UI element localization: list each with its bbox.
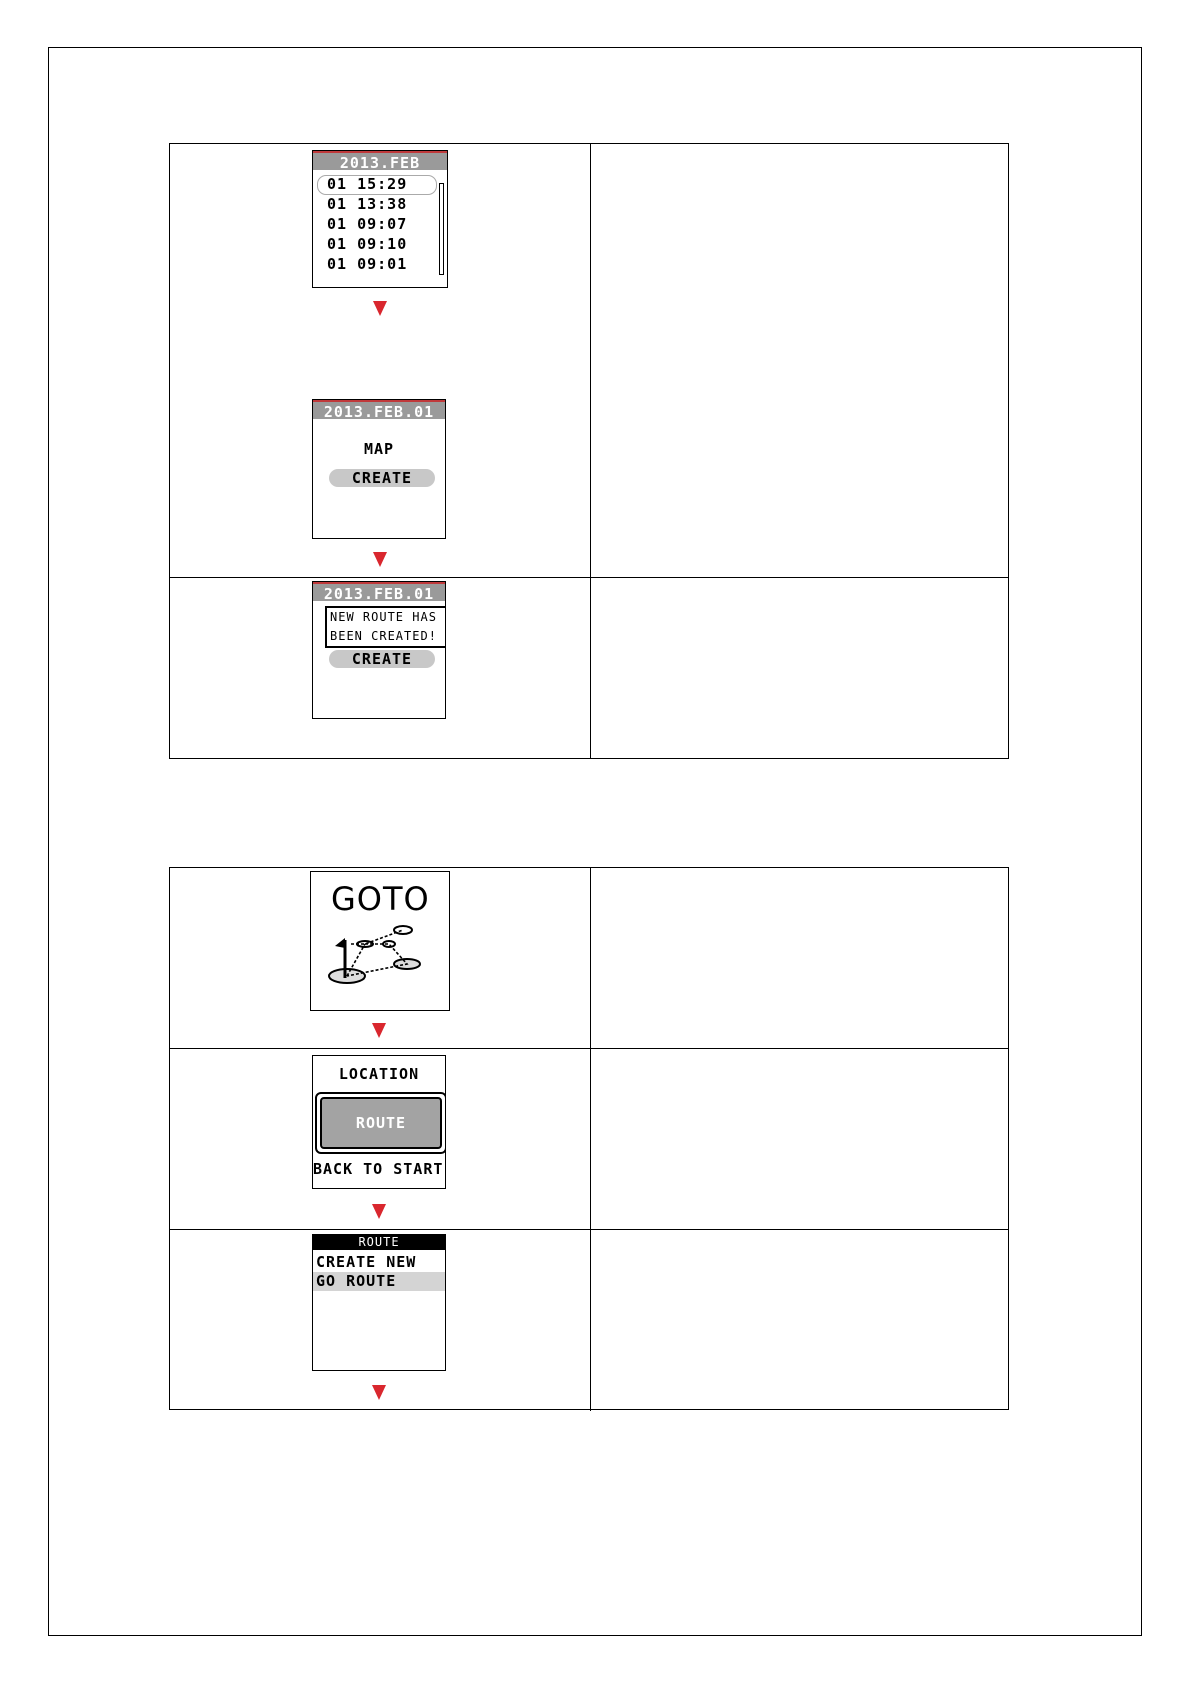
screen-header: ROUTE bbox=[313, 1235, 445, 1250]
screen-header: 2013.FEB.01 bbox=[313, 400, 445, 419]
column-divider bbox=[590, 1049, 591, 1229]
down-arrow-icon bbox=[372, 1023, 386, 1038]
screen-header: 2013.FEB bbox=[313, 151, 447, 170]
menu-item-route-label: ROUTE bbox=[320, 1097, 442, 1149]
log-row[interactable]: 01 09:07 bbox=[327, 215, 408, 233]
column-divider bbox=[590, 1230, 591, 1411]
column-divider bbox=[590, 144, 591, 577]
down-arrow-icon bbox=[372, 1204, 386, 1219]
screen-title: GOTO bbox=[331, 880, 430, 918]
menu-item-create[interactable]: CREATE bbox=[329, 650, 435, 668]
log-row[interactable]: 01 13:38 bbox=[327, 195, 408, 213]
table-1-row-1 bbox=[170, 144, 1008, 578]
device-screen-location-menu bbox=[312, 1055, 446, 1189]
menu-item-back-to-start[interactable]: BACK TO START bbox=[313, 1160, 444, 1178]
log-row[interactable]: 01 09:10 bbox=[327, 235, 408, 253]
column-divider bbox=[590, 868, 591, 1048]
log-row[interactable]: 01 09:01 bbox=[327, 255, 408, 273]
table-2 bbox=[169, 867, 1009, 1410]
confirmation-dialog bbox=[325, 606, 446, 648]
device-screen-route-created bbox=[312, 581, 446, 719]
scrollbar[interactable] bbox=[439, 183, 444, 275]
table-2-row-1 bbox=[170, 868, 1008, 1049]
menu-item-map[interactable]: MAP bbox=[363, 440, 395, 458]
column-divider bbox=[590, 578, 591, 758]
down-arrow-icon bbox=[372, 1385, 386, 1400]
device-screen-goto bbox=[310, 871, 450, 1011]
device-screen-log-list bbox=[312, 150, 448, 288]
down-arrow-icon bbox=[373, 552, 387, 567]
screen-header: 2013.FEB.01 bbox=[313, 582, 445, 601]
table-2-row-3 bbox=[170, 1230, 1008, 1411]
menu-item-create-new[interactable]: CREATE NEW bbox=[316, 1253, 417, 1271]
dialog-message-line-1: NEW ROUTE HAS bbox=[330, 610, 437, 624]
table-1-row-2 bbox=[170, 578, 1008, 758]
menu-item-route-selected[interactable] bbox=[315, 1092, 446, 1154]
route-map-icon bbox=[311, 920, 449, 1010]
dialog-message-line-2: BEEN CREATED! bbox=[330, 629, 437, 643]
table-2-row-2 bbox=[170, 1049, 1008, 1230]
log-row[interactable]: 01 15:29 bbox=[327, 175, 408, 193]
down-arrow-icon bbox=[373, 301, 387, 316]
menu-item-location[interactable]: LOCATION bbox=[338, 1065, 420, 1083]
menu-item-go-route[interactable]: GO ROUTE bbox=[313, 1272, 445, 1291]
table-1 bbox=[169, 143, 1009, 759]
device-screen-route-menu bbox=[312, 1234, 446, 1371]
menu-item-create[interactable]: CREATE bbox=[329, 469, 435, 487]
device-screen-date-menu bbox=[312, 399, 446, 539]
